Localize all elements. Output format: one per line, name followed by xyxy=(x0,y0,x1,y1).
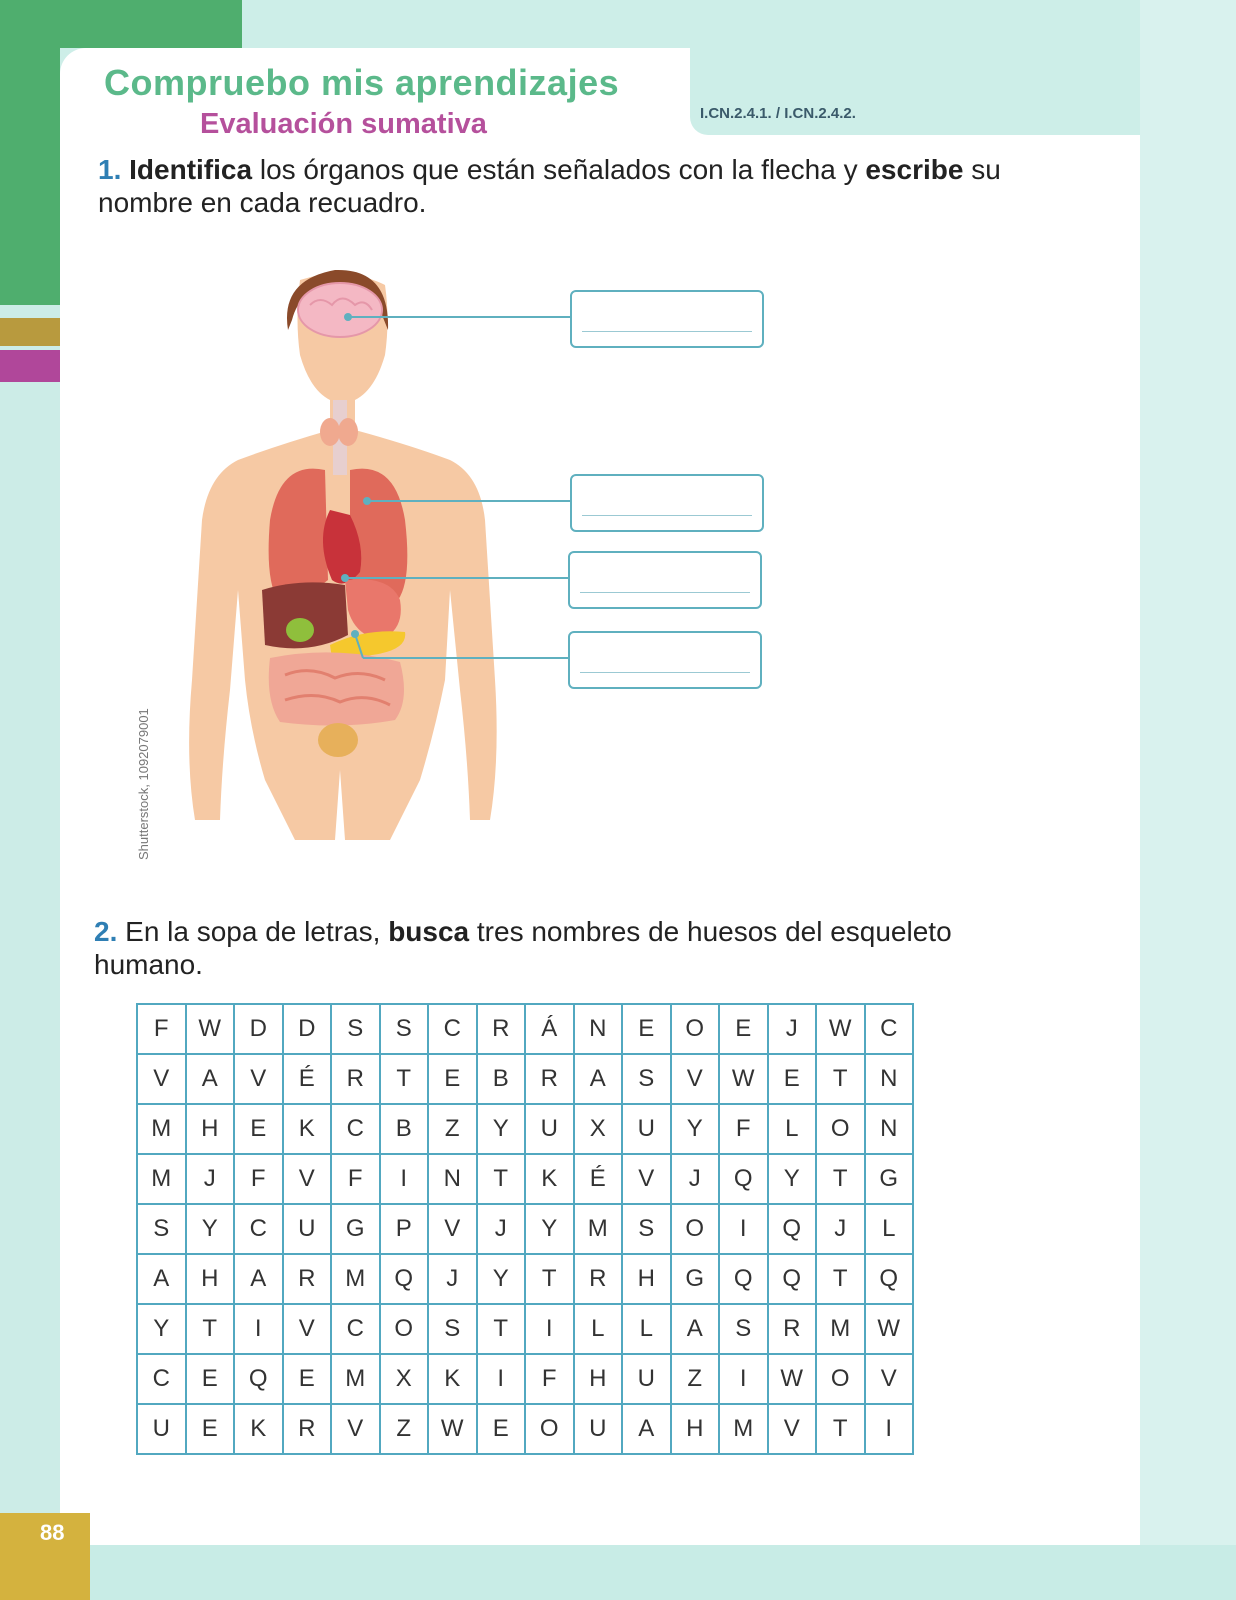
word-search-cell[interactable]: A xyxy=(672,1305,721,1355)
word-search-cell[interactable]: V xyxy=(866,1355,915,1405)
question-1-keyword-identify: Identifica xyxy=(129,154,253,185)
answer-line xyxy=(582,515,752,516)
word-search-cell[interactable]: Z xyxy=(429,1105,478,1155)
word-search-cell[interactable]: N xyxy=(429,1155,478,1205)
word-search-cell[interactable]: Z xyxy=(381,1405,430,1455)
question-2-keyword-search: busca xyxy=(388,916,470,947)
word-search-cell[interactable]: Y xyxy=(478,1255,527,1305)
word-search-cell[interactable]: J xyxy=(817,1205,866,1255)
magenta-color-strip xyxy=(0,350,60,382)
word-search-cell[interactable]: I xyxy=(526,1305,575,1355)
question-1-text-b: su nombre en cada recuadro. xyxy=(98,154,1001,218)
word-search-cell[interactable]: F xyxy=(526,1355,575,1405)
word-search-cell[interactable]: F xyxy=(720,1105,769,1155)
word-search-cell[interactable]: T xyxy=(817,1155,866,1205)
word-search-grid xyxy=(136,1003,914,1455)
word-search-cell[interactable]: R xyxy=(284,1255,333,1305)
word-search-cell[interactable]: G xyxy=(332,1205,381,1255)
word-search-cell[interactable]: I xyxy=(720,1205,769,1255)
word-search-cell[interactable]: Y xyxy=(526,1205,575,1255)
word-search-cell[interactable]: Y xyxy=(187,1205,236,1255)
word-search-cell[interactable]: R xyxy=(769,1305,818,1355)
word-search-cell[interactable]: R xyxy=(332,1055,381,1105)
word-search-cell[interactable]: S xyxy=(623,1205,672,1255)
word-search-cell[interactable]: V xyxy=(769,1405,818,1455)
word-search-cell[interactable]: W xyxy=(769,1355,818,1405)
word-search-cell[interactable]: E xyxy=(623,1005,672,1055)
word-search-cell[interactable]: M xyxy=(138,1105,187,1155)
word-search-cell[interactable]: Y xyxy=(138,1305,187,1355)
word-search-cell[interactable]: B xyxy=(381,1105,430,1155)
word-search-cell[interactable]: N xyxy=(866,1055,915,1105)
word-search-cell[interactable]: U xyxy=(575,1405,624,1455)
word-search-cell[interactable]: S xyxy=(381,1005,430,1055)
word-search-cell[interactable]: E xyxy=(284,1355,333,1405)
answer-box-lungs[interactable] xyxy=(570,474,764,532)
word-search-cell[interactable]: Q xyxy=(381,1255,430,1305)
word-search-cell[interactable]: U xyxy=(526,1105,575,1155)
page-subtitle: Evaluación sumativa xyxy=(200,108,487,140)
word-search-cell[interactable]: R xyxy=(284,1405,333,1455)
word-search-cell[interactable]: A xyxy=(623,1405,672,1455)
word-search-cell[interactable]: F xyxy=(332,1155,381,1205)
word-search-cell[interactable]: S xyxy=(429,1305,478,1355)
answer-box-brain[interactable] xyxy=(570,290,764,348)
word-search-cell[interactable]: S xyxy=(720,1305,769,1355)
word-search-cell[interactable]: F xyxy=(235,1155,284,1205)
word-search-cell[interactable]: W xyxy=(187,1005,236,1055)
page-number: 88 xyxy=(40,1520,65,1545)
word-search-cell[interactable]: C xyxy=(866,1005,915,1055)
word-search-cell[interactable]: E xyxy=(187,1355,236,1405)
word-search-cell[interactable]: S xyxy=(332,1005,381,1055)
curriculum-codes: I.CN.2.4.1. / I.CN.2.4.2. xyxy=(700,105,856,122)
word-search-cell[interactable]: K xyxy=(429,1355,478,1405)
word-search-cell[interactable]: V xyxy=(235,1055,284,1105)
word-search-cell[interactable]: O xyxy=(672,1005,721,1055)
word-search-cell[interactable]: R xyxy=(526,1055,575,1105)
word-search-cell[interactable]: H xyxy=(187,1105,236,1155)
word-search-cell[interactable]: Q xyxy=(769,1255,818,1305)
word-search-cell[interactable]: O xyxy=(817,1355,866,1405)
word-search-cell[interactable]: K xyxy=(235,1405,284,1455)
word-search-cell[interactable]: V xyxy=(138,1055,187,1105)
bottom-margin-band xyxy=(0,1545,1236,1600)
word-search-cell[interactable]: K xyxy=(526,1155,575,1205)
word-search-cell[interactable]: D xyxy=(284,1005,333,1055)
word-search-cell[interactable]: A xyxy=(235,1255,284,1305)
word-search-cell[interactable]: R xyxy=(575,1255,624,1305)
word-search-cell[interactable]: V xyxy=(672,1055,721,1105)
word-search-cell[interactable]: J xyxy=(478,1205,527,1255)
word-search-cell[interactable]: É xyxy=(575,1155,624,1205)
word-search-cell[interactable]: X xyxy=(381,1355,430,1405)
word-search-cell[interactable]: Q xyxy=(866,1255,915,1305)
question-2-text-b: tres nombres de huesos del esqueleto humano. xyxy=(94,916,952,980)
word-search-cell[interactable]: E xyxy=(720,1005,769,1055)
word-search-cell[interactable]: E xyxy=(235,1105,284,1155)
image-credit: Shutterstock, 1092079001 xyxy=(136,708,151,860)
word-search-cell[interactable]: Y xyxy=(478,1105,527,1155)
answer-line xyxy=(580,672,750,673)
word-search-cell[interactable]: C xyxy=(332,1105,381,1155)
gold-color-strip xyxy=(0,318,60,346)
word-search-cell[interactable]: Y xyxy=(672,1105,721,1155)
word-search-cell[interactable]: O xyxy=(381,1305,430,1355)
word-search-cell[interactable]: E xyxy=(429,1055,478,1105)
word-search-cell[interactable]: W xyxy=(866,1305,915,1355)
word-search-cell[interactable]: U xyxy=(623,1105,672,1155)
word-search-cell[interactable]: X xyxy=(575,1105,624,1155)
word-search-cell[interactable]: I xyxy=(866,1405,915,1455)
word-search-cell[interactable]: M xyxy=(720,1405,769,1455)
word-search-cell[interactable]: L xyxy=(769,1105,818,1155)
green-color-strip xyxy=(0,0,60,305)
word-search-cell[interactable]: M xyxy=(138,1155,187,1205)
question-2-number: 2. xyxy=(94,916,118,947)
word-search-cell[interactable]: F xyxy=(138,1005,187,1055)
word-search-cell[interactable]: U xyxy=(284,1205,333,1255)
answer-line xyxy=(580,592,750,593)
word-search-cell[interactable]: S xyxy=(138,1205,187,1255)
page-title: Compruebo mis aprendizajes xyxy=(104,62,620,103)
word-search-cell[interactable]: J xyxy=(429,1255,478,1305)
word-search-cell[interactable]: D xyxy=(235,1005,284,1055)
word-search-cell[interactable]: V xyxy=(623,1155,672,1205)
word-search-cell[interactable]: W xyxy=(429,1405,478,1455)
word-search-cell[interactable]: T xyxy=(381,1055,430,1105)
word-search-cell[interactable]: E xyxy=(769,1055,818,1105)
word-search-cell[interactable]: Q xyxy=(720,1155,769,1205)
question-1-number: 1. xyxy=(98,154,122,185)
word-search-cell[interactable]: Y xyxy=(769,1155,818,1205)
word-search-cell[interactable]: É xyxy=(284,1055,333,1105)
word-search-cell[interactable]: M xyxy=(575,1205,624,1255)
word-search-cell[interactable]: O xyxy=(672,1205,721,1255)
word-search-cell[interactable]: O xyxy=(817,1105,866,1155)
word-search-cell[interactable]: T xyxy=(526,1255,575,1305)
word-search-cell[interactable]: W xyxy=(817,1005,866,1055)
word-search-cell[interactable]: T xyxy=(817,1255,866,1305)
word-search-cell[interactable]: T xyxy=(817,1055,866,1105)
question-1-keyword-write: escribe xyxy=(865,154,964,185)
word-search-cell[interactable]: W xyxy=(720,1055,769,1105)
word-search-cell[interactable]: S xyxy=(623,1055,672,1105)
word-search-cell[interactable]: C xyxy=(332,1305,381,1355)
word-search-cell[interactable]: H xyxy=(623,1255,672,1305)
word-search-cell[interactable]: E xyxy=(478,1405,527,1455)
word-search-cell[interactable]: I xyxy=(381,1155,430,1205)
question-2-text-a: En la sopa de letras, xyxy=(117,916,389,947)
word-search-cell[interactable]: N xyxy=(866,1105,915,1155)
word-search-cell[interactable]: K xyxy=(284,1105,333,1155)
word-search-cell[interactable]: A xyxy=(138,1255,187,1305)
word-search-cell[interactable]: I xyxy=(478,1355,527,1405)
word-search-cell[interactable]: L xyxy=(623,1305,672,1355)
word-search-cell[interactable]: T xyxy=(478,1305,527,1355)
word-search-cell[interactable]: V xyxy=(284,1305,333,1355)
word-search-cell[interactable]: Q xyxy=(769,1205,818,1255)
word-search-cell[interactable]: N xyxy=(575,1005,624,1055)
word-search-cell[interactable]: P xyxy=(381,1205,430,1255)
word-search-cell[interactable]: Z xyxy=(672,1355,721,1405)
word-search-cell[interactable]: O xyxy=(526,1405,575,1455)
word-search-cell[interactable]: H xyxy=(575,1355,624,1405)
word-search-cell[interactable]: M xyxy=(332,1355,381,1405)
question-1-text-a: los órganos que están señalados con la flecha y xyxy=(252,154,866,185)
word-search-cell[interactable]: J xyxy=(672,1155,721,1205)
question-1 xyxy=(98,153,1068,219)
word-search-cell[interactable]: Q xyxy=(235,1355,284,1405)
word-search-cell[interactable]: E xyxy=(187,1405,236,1455)
word-search-cell[interactable]: R xyxy=(478,1005,527,1055)
word-search-cell[interactable]: H xyxy=(187,1255,236,1305)
word-search-cell[interactable]: T xyxy=(478,1155,527,1205)
word-search-cell[interactable]: C xyxy=(235,1205,284,1255)
word-search-cell[interactable]: G xyxy=(866,1155,915,1205)
word-search-cell[interactable]: V xyxy=(284,1155,333,1205)
question-2 xyxy=(94,915,1054,981)
word-search-cell[interactable]: U xyxy=(138,1405,187,1455)
word-search-cell[interactable]: T xyxy=(817,1405,866,1455)
word-search-cell[interactable]: A xyxy=(575,1055,624,1105)
word-search-cell[interactable]: Q xyxy=(720,1255,769,1305)
answer-box-pancreas[interactable] xyxy=(568,631,762,689)
word-search-cell[interactable]: I xyxy=(235,1305,284,1355)
word-search-cell[interactable]: H xyxy=(672,1405,721,1455)
word-search-cell[interactable]: T xyxy=(187,1305,236,1355)
green-top-strip xyxy=(60,0,242,48)
word-search-cell[interactable]: Á xyxy=(526,1005,575,1055)
word-search-cell[interactable]: L xyxy=(866,1205,915,1255)
word-search-cell[interactable]: V xyxy=(332,1405,381,1455)
word-search-cell[interactable]: J xyxy=(769,1005,818,1055)
word-search-cell[interactable]: L xyxy=(575,1305,624,1355)
word-search-cell[interactable]: M xyxy=(332,1255,381,1305)
word-search-cell[interactable]: C xyxy=(429,1005,478,1055)
word-search-cell[interactable]: I xyxy=(720,1355,769,1405)
word-search-cell[interactable]: M xyxy=(817,1305,866,1355)
answer-box-stomach[interactable] xyxy=(568,551,762,609)
word-search-cell[interactable]: J xyxy=(187,1155,236,1205)
word-search-cell[interactable]: G xyxy=(672,1255,721,1305)
answer-line xyxy=(582,331,752,332)
word-search-cell[interactable]: V xyxy=(429,1205,478,1255)
word-search-cell[interactable]: B xyxy=(478,1055,527,1105)
word-search-cell[interactable]: A xyxy=(187,1055,236,1105)
word-search-cell[interactable]: U xyxy=(623,1355,672,1405)
word-search-cell[interactable]: C xyxy=(138,1355,187,1405)
